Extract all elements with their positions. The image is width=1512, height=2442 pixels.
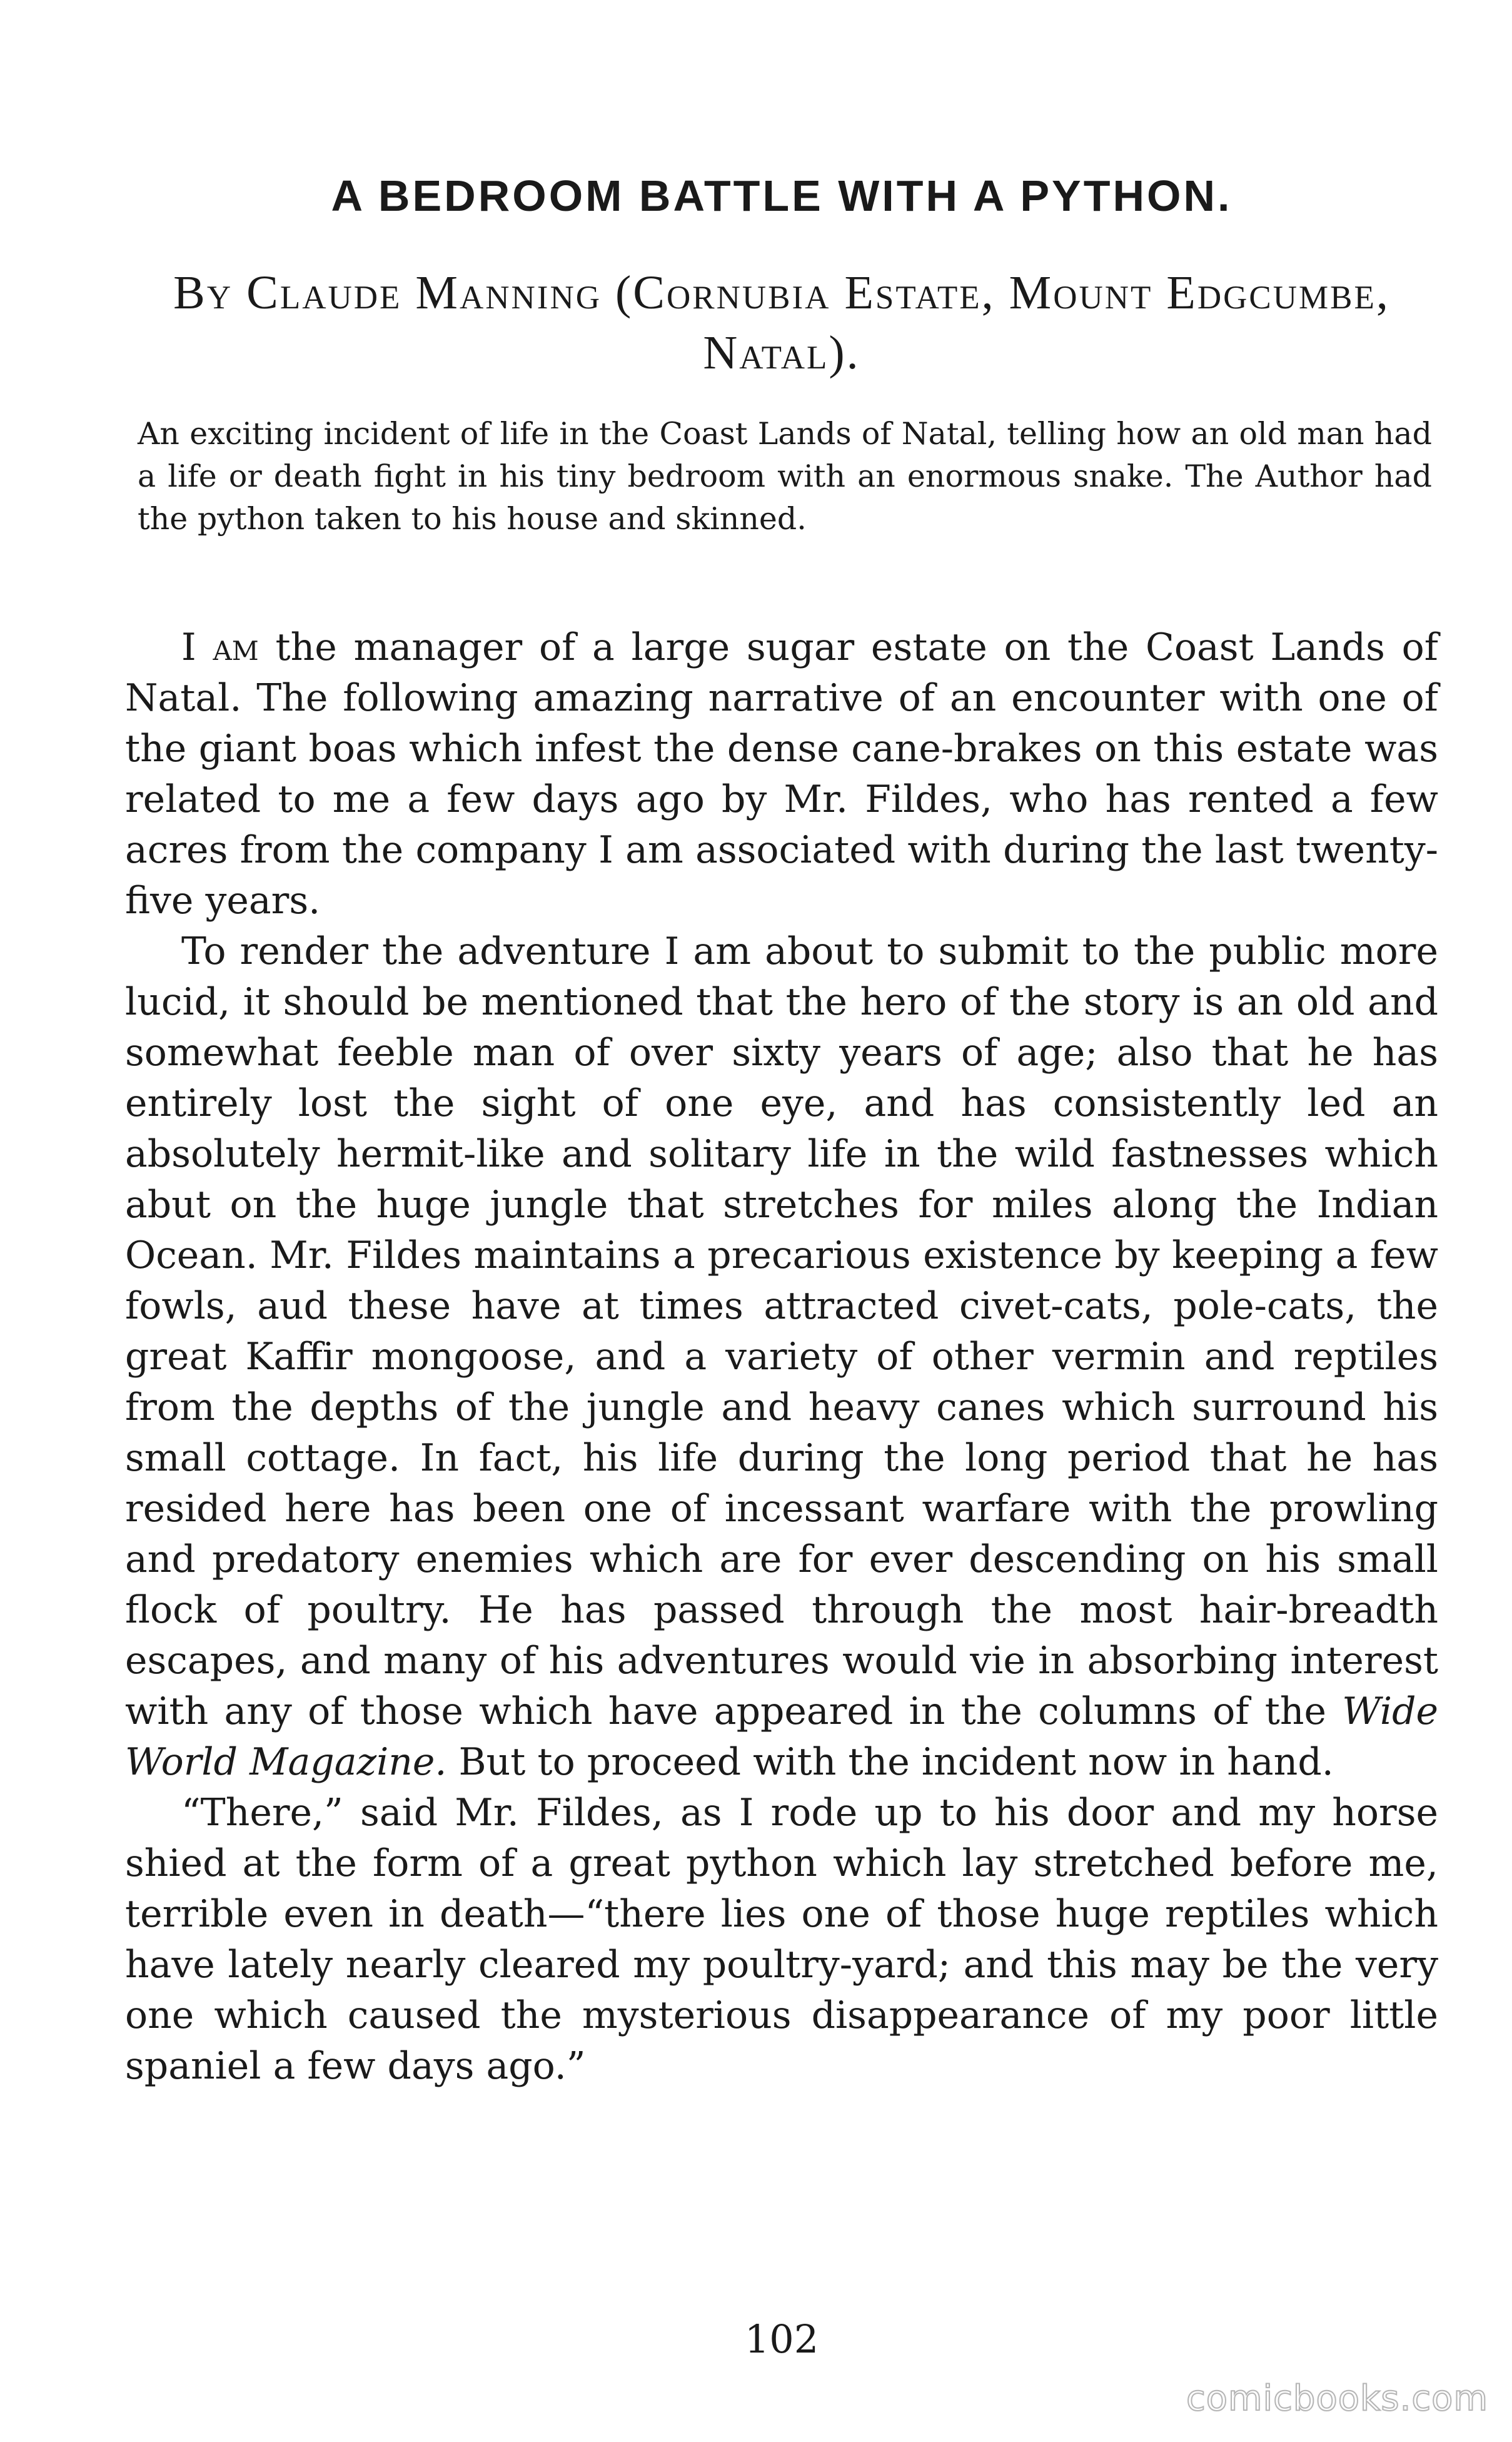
article-title: A BEDROOM BATTLE WITH A PYTHON. <box>331 171 1232 220</box>
paragraph-2-ending: But to proceed with the incident now in hand. <box>446 1740 1334 1784</box>
paragraph-lead-words: I am <box>181 626 259 669</box>
watermark-logo: comicbooks.com <box>1186 2378 1488 2419</box>
page-number: 102 <box>744 2316 819 2362</box>
body-paragraph-3: “There,” said Mr. Fildes, as I rode up to his door and my horse shied at the form of a great python which lay stretched before me, terrible even in death—“there lies one of those huge reptiles which have lately nearly cleared my poultry-yard; and this may be the very one which caused the mysterious disappearance of my poor little spaniel a few days ago.” <box>125 1791 1438 2088</box>
magazine-name-italic: Wide World Magazine. <box>125 1690 1438 1784</box>
article-body <box>125 622 1438 2092</box>
magazine-page <box>125 0 1438 2442</box>
paragraph-1-text: the manager of a large sugar estate on the Coast Lands of Natal. The following amazing narrative of an encounter with one of the giant boas which infest the dense cane-brakes on this estate was related to me a few days ago by Mr. Fildes, who has rented a few acres from the company I am associated with during the last twenty-five years. <box>125 626 1438 923</box>
paragraph-2-text: To render the adventure I am about to submit to the public more lucid, it should be mentioned that the hero of the story is an old and somewhat feeble man of over sixty years of age; also that he has entirely lost the sight of one eye, and has consistently led an absolutely hermit-like and solitary life in the wild fastnesses which abut on the huge jungle that stretches for miles along the Indian Ocean. Mr. Fildes maintains a precarious existence by keeping a few fowls, aud these have at times attracted civet-cats, pole-cats, the great Kaffir mongoose, and a variety of other vermin and reptiles from the depths of the jungle and heavy canes which surround his small cottage. In fact, his life during the long period that he has resided here has been one of incessant warfare with the prowling and predatory enemies which are for ever descending on his small flock of poultry. He has passed through the most hair-breadth escapes, and many of his adventures would vie in absorbing interest with any of those which have appeared in the columns of the <box>125 930 1438 1733</box>
body-paragraph-1 <box>125 622 1438 926</box>
article-byline: By Claude Manning (Cornubia Estate, Mount Edgcumbe, Natal). <box>173 266 1390 379</box>
article-summary: An exciting incident of life in the Coast Lands of Natal, telling how an old man had a life or death fight in his tiny bedroom with an enormous snake. The Author had the python taken to his house and skinned. <box>138 416 1432 537</box>
body-paragraph-2 <box>125 926 1438 1788</box>
